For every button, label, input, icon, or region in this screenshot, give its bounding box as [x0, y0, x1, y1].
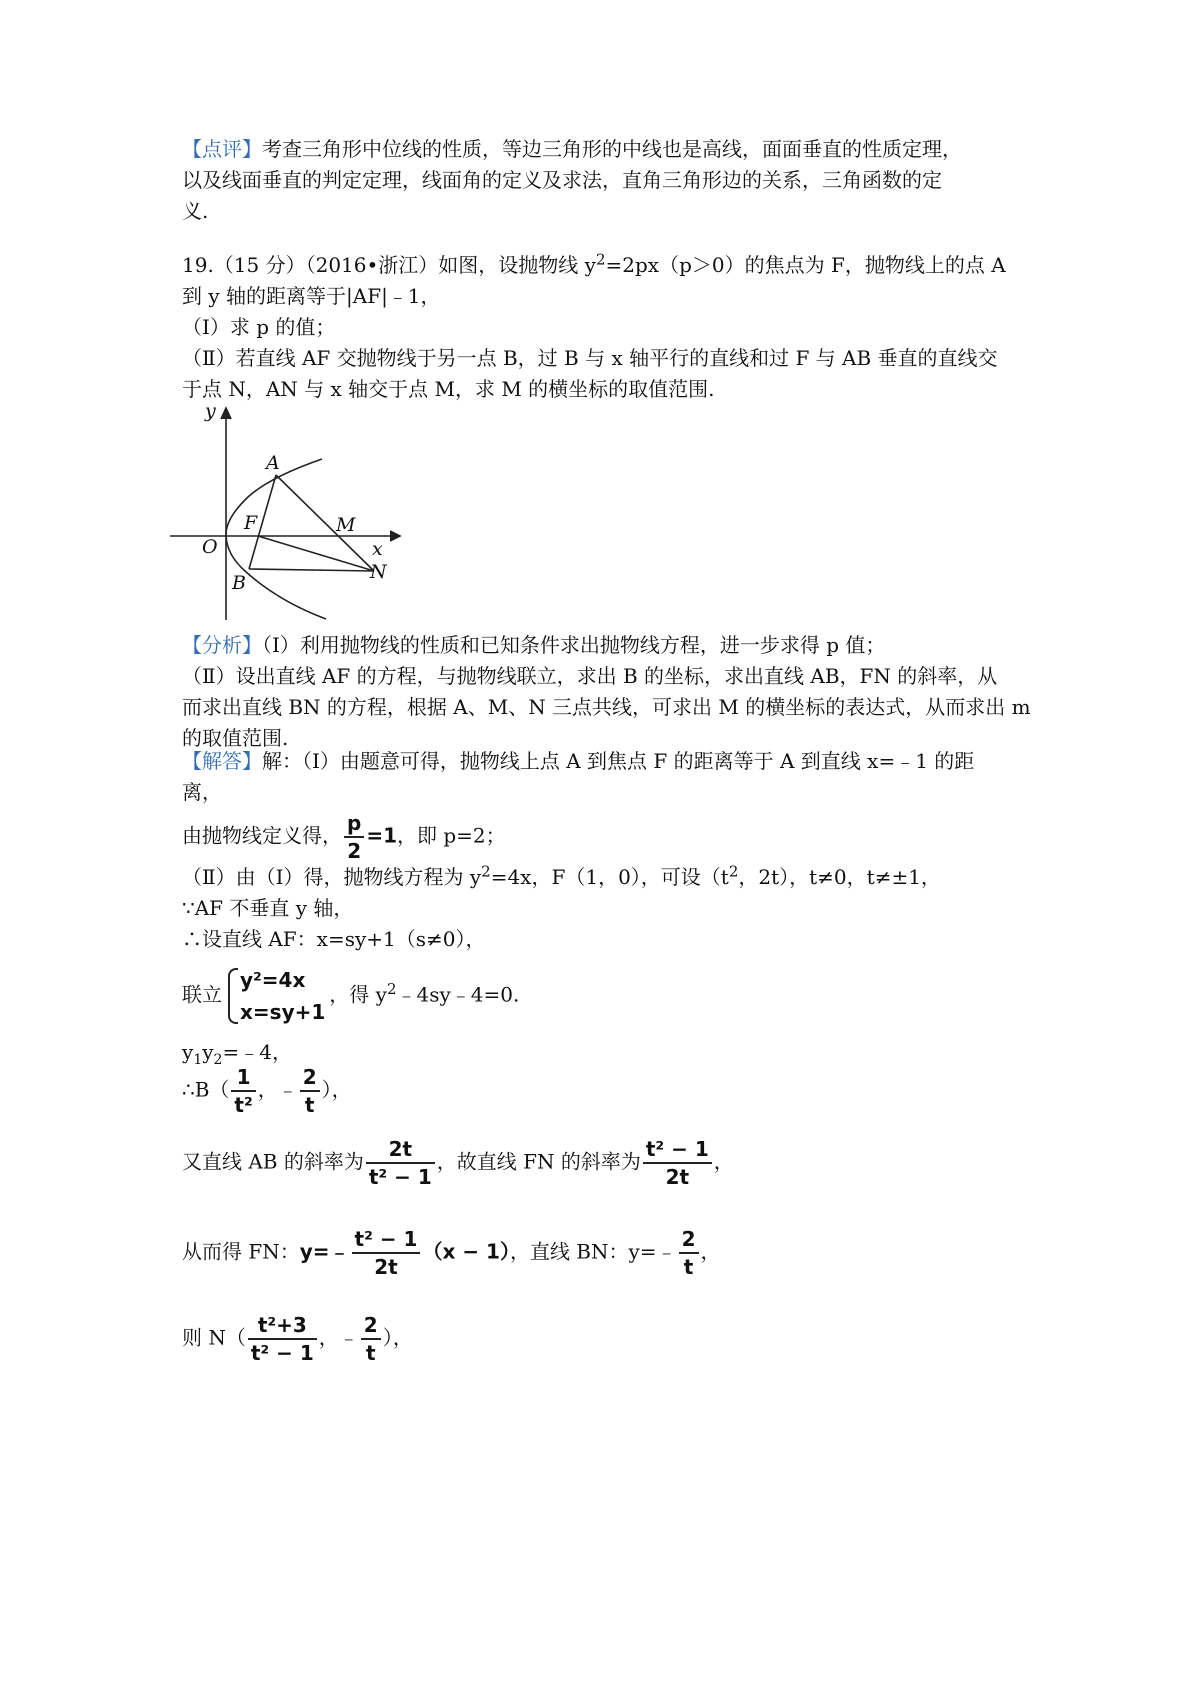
label-a: A — [266, 452, 280, 474]
label-x: x — [372, 538, 383, 560]
problem-part2: （Ⅱ）若直线 AF 交抛物线于另一点 B，过 B 与 x 轴平行的直线和过 F 与 AB 垂直的直线交 — [182, 346, 998, 370]
parabola-curve — [226, 459, 326, 619]
equation-system: y²=4x x=sy+1 — [226, 964, 325, 1028]
segment-bn — [249, 569, 374, 571]
comment-line: 义. — [182, 199, 209, 223]
analysis-line: 的取值范围. — [182, 726, 289, 750]
problem-section — [182, 250, 1042, 405]
fraction: $\frac{2}{t}$ — [679, 1226, 699, 1280]
solution-point-n-line: 则 N（ $\frac{\text{t²+3}}{\text{t² − 1}}$ ，﹣ $\frac{2}{t}$ ）， — [182, 1313, 413, 1365]
analysis-tag: 【分析】 — [182, 633, 262, 657]
fraction: $\frac{\text{t² − 1}}{2t}$ — [643, 1136, 712, 1190]
fraction: $\frac{1}{\text{t²}}$ — [231, 1064, 255, 1118]
label-n: N — [370, 561, 387, 583]
fraction: $\frac{\text{t² − 1}}{2t}$ — [352, 1226, 421, 1280]
solution-system-line: 联立 y²=4x x=sy+1 ，得 $y^2﹣4sy﹣4=0$. — [182, 964, 1042, 1028]
problem-part1: （Ⅰ）求 p 的值； — [182, 315, 336, 339]
comment-section — [182, 134, 1042, 227]
parabola-figure — [170, 405, 410, 625]
label-y: y — [205, 405, 216, 422]
fraction: $\frac{2t}{\text{t² − 1}}$ — [366, 1136, 435, 1190]
solution-point-b-line: ∴B（ $\frac{1}{\text{t²}}$ ，﹣ $\frac{2}{t}$ ）， — [182, 1065, 352, 1117]
problem-line: 19.（15 分）（2016•浙江）如图，设抛物线 $y^2=2px(p>0)$的焦点为 F，抛物线上的点 A — [182, 250, 1006, 277]
label-b: B — [232, 572, 246, 594]
analysis-line: （Ⅱ）设出直线 AF 的方程，与抛物线联立，求出 B 的坐标，求出直线 AB，FN 的斜率，从 — [182, 664, 998, 688]
y-axis-arrow — [221, 408, 231, 419]
label-m: M — [336, 514, 356, 536]
problem-line: 到 y 轴的距离等于|AF|﹣1， — [182, 284, 441, 308]
solution-line-p: 由抛物线定义得， $\frac{p}{2}$ =1，即 p=2； — [182, 811, 506, 863]
fraction-p-over-2: $\frac{p}{2}$ — [344, 810, 364, 864]
fraction: $\frac{\text{t²+3}}{\text{t² − 1}}$ — [248, 1312, 317, 1366]
solution-section: 【解答】解：（Ⅰ）由题意可得，抛物线上点 A 到焦点 F 的距离等于 A 到直线 x=﹣1 的距 离， — [182, 749, 975, 804]
solution-product-line: $y_1y_2=﹣4$， — [182, 1040, 292, 1068]
comment-tag: 【点评】 — [182, 137, 262, 161]
solution-slope-line: 又直线 AB 的斜率为 $\frac{2t}{\text{t² − 1}}$ ，故直线 FN 的斜率为 $\frac{\text{t² − 1}}{2t}$ ， — [182, 1137, 734, 1189]
problem-part2: 于点 N，AN 与 x 轴交于点 M，求 M 的横坐标的取值范围. — [182, 377, 715, 401]
x-axis-arrow — [390, 531, 400, 541]
comment-line: 考查三角形中位线的性质，等边三角形的中线也是高线，面面垂直的性质定理， — [262, 137, 962, 161]
solution-lines-2: （Ⅱ）由（Ⅰ）得，抛物线方程为 $y^2=4x$，F（1，0），可设（$t^2$，2t），t≠0，t≠±1， ∵AF 不垂直 y 轴， ∴设直线 AF：x=sy+1（s≠0）， — [182, 862, 941, 951]
comment-line: 以及线面垂直的判定定理，线面角的定义及求法，直角三角形边的关系，三角函数的定 — [182, 168, 942, 192]
analysis-section: 【分析】（Ⅰ）利用抛物线的性质和已知条件求出抛物线方程，进一步求得 p 值； （Ⅱ）设出直线 AF 的方程，与抛物线联立，求出 B 的坐标，求出直线 AB，FN 的斜率，从 而求出直线 BN 的方程，根据 A、M、N 三点共线，可求出 M 的横坐标的表达式，从而求出 m 的取值范围. — [182, 630, 1042, 754]
solution-fn-line: 从而得 FN：y=﹣ $\frac{\text{t² − 1}}{2t}$ （x − 1），直线 BN：y=﹣ $\frac{2}{t}$ ， — [182, 1227, 721, 1279]
analysis-line: 而求出直线 BN 的方程，根据 A、M、N 三点共线，可求出 M 的横坐标的表达式，从而求出 m — [182, 695, 1031, 719]
fraction: $\frac{2}{t}$ — [300, 1064, 320, 1118]
label-o: O — [202, 536, 218, 558]
solution-tag: 【解答】 — [182, 749, 262, 773]
fraction: $\frac{2}{t}$ — [361, 1312, 381, 1366]
label-f: F — [244, 512, 258, 534]
